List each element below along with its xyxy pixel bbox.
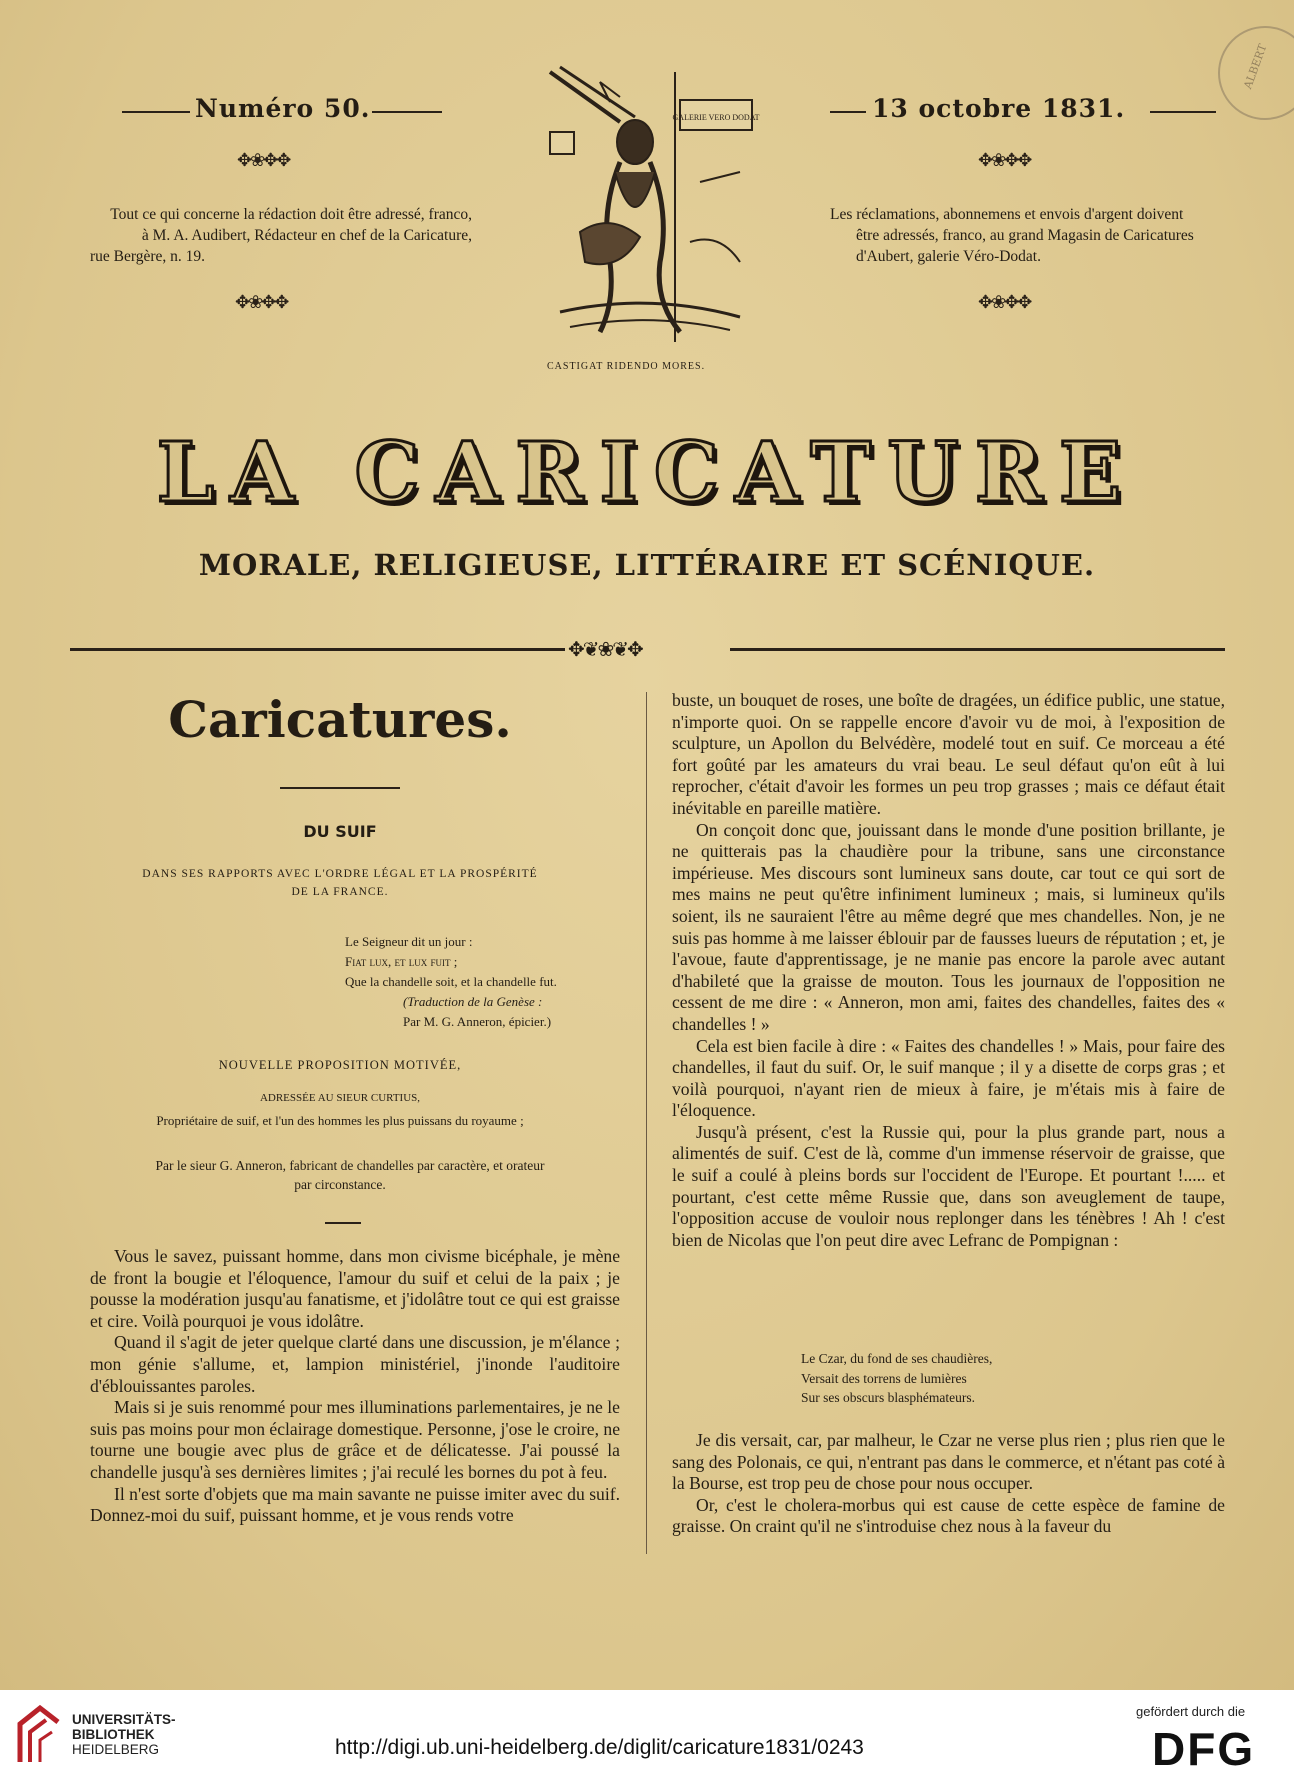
epigraph-line: Par M. G. Anneron, épicier.): [403, 1014, 552, 1029]
dfg-logo: DFG: [1152, 1723, 1256, 1775]
section-title: Caricatures.: [168, 690, 512, 749]
paragraph: Jusqu'à présent, c'est la Russie qui, pour la plus grande part, nous a alimentés de suif. C'est de là, comme d'un immense réservoir de graisse, que le suif a coulé à pleins bords sur l'occident de l'Europe. Et pourtant !..... et pourtant, c'est cette même Russie que, dans son aveuglement de taupe, l'opposition accuse de vouloir nous replonger dans les ténèbres ! Ah ! c'est bien de Nicolas que l'on peut dire avec Lefranc de Pompignan :: [672, 1121, 1225, 1250]
rule-left-b: [372, 111, 442, 113]
author-line-1: Par le sieur G. Anneron, fabricant de chandelles par caractère, et orateur: [155, 1158, 545, 1173]
library-name: [72, 1712, 176, 1757]
article-heading: DU SUIF: [303, 822, 377, 841]
right-column-text-2: [672, 1430, 1225, 1538]
motto: CASTIGAT RIDENDO MORES.: [547, 361, 706, 372]
library-name-line: UNIVERSITÄTS-: [72, 1712, 176, 1727]
ornament-right-bottom-icon: ✥❀✥✥: [978, 292, 1031, 313]
verse-line: Versait des torrens de lumières: [801, 1370, 967, 1386]
library-stamp-text: ALBERT: [1241, 42, 1270, 91]
column-divider: [646, 692, 647, 1554]
verse-line: Sur ses obscurs blasphémateurs.: [801, 1390, 975, 1405]
paragraph: Mais si je suis renommé pour mes illuminations parlementaires, je ne le suis pas moins pour mon éclairage domestique. Personne, j'ose le croire, ne tourne une bougie avec plus de grâce et de délicatesse. J'ai poussé la chandelle jusqu'à ses dernières limites ; j'ai reculé les bornes du pot à feu.: [90, 1397, 620, 1482]
verse-line: Le Czar, du fond de ses chaudières,: [801, 1351, 993, 1366]
paragraph: Il n'est sorte d'objets que ma main savante ne puisse imiter avec du suif. Donnez-moi du suif, puissant homme, et je vous rends votre: [90, 1483, 620, 1526]
paragraph: Or, c'est le cholera-morbus qui est cause de cette espèce de famine de graisse. On craint qu'il ne s'introduise chez nous à la faveur du: [672, 1494, 1225, 1537]
masthead-subtitle: MORALE, RELIGIEUSE, LITTÉRAIRE ET SCÉNIQUE.: [198, 548, 1096, 582]
rule-right-b: [1150, 111, 1216, 113]
ornament-left-bottom-icon: ✥❀✥✥: [235, 292, 288, 313]
proposition-heading: NOUVELLE PROPOSITION MOTIVÉE,: [218, 1058, 462, 1072]
article-subheading-1: DANS SES RAPPORTS AVEC L'ORDRE LÉGAL ET LA PROSPÉRITÉ: [142, 868, 538, 880]
footer: [0, 1690, 1294, 1781]
paragraph: Cela est bien facile à dire : « Faites des chandelles ! » Mais, pour faire des chandelles, il faut du suif. Or, le suif manque ; il y a disette de corps gras ; et voilà pourquoi, n'ayant rien de mieux à faire, je m'étais mis à faire de l'éloquence.: [672, 1035, 1225, 1121]
vignette-sign: GALERIE VERO DODAT: [672, 113, 760, 122]
separator-rule-left: [70, 648, 565, 651]
ornament-right-top-icon: ✥❀✥✥: [978, 150, 1031, 171]
paragraph: Je dis versait, car, par malheur, le Czar ne verse plus rien ; plus rien que le sang des Polonais, ce qui, n'entrant pas dans le commerce, et n'étant pas coté à la Bourse, est trop peu de chose pour nous occuper.: [672, 1430, 1225, 1494]
ornament-left-top-icon: ✥❀✥✥: [237, 150, 290, 171]
issue-date: 13 octobre 1831.: [872, 94, 1126, 123]
paragraph: On conçoit donc que, jouissant dans le monde d'une position brillante, je ne quitterais pas la chaudière pour la tribune, sans une circonstance impérieuse. Mes discours sont lumineux sans doute, car tout ce qui sort de mes mains ne peut qu'être infiniment lumineux ; mais, si lumineux qu'ils soient, ils ne sauraient l'être au même degré que mes chandelles. Non, je ne suis pas homme à me laisser éblouir par de fausses lueurs de réputation ; et, je l'avoue, faute d'apprentissage, je ne manie pas encore la parole avec autant d'habileté que la graisse de mouton. Tous les journaux de l'opposition ne cessent de me dire : « Anneron, mon ami, faites des chandelles, faites des « chandelles ! »: [672, 819, 1225, 1034]
jester-vignette-illustration: [540, 62, 760, 352]
library-stamp: [1218, 26, 1294, 120]
rule-right-a: [830, 111, 866, 113]
separator-ornament-icon: ✥❦❀❦✥: [568, 637, 642, 661]
epigraph-line: Que la chandelle soit, et la chandelle fut.: [345, 974, 557, 989]
masthead-title: LA CARICATURE: [156, 425, 1138, 521]
right-notice-line: être adressés, franco, au grand Magasin de Caricatures: [856, 227, 1194, 244]
separator-rule-right: [730, 648, 1225, 651]
right-notice-line: d'Aubert, galerie Véro-Dodat.: [856, 248, 1041, 265]
left-notice-line: Tout ce qui concerne la rédaction doit être adressé, franco,: [110, 206, 472, 223]
epigraph-line: Le Seigneur dit un jour :: [345, 934, 473, 949]
article-subheading-2: DE LA FRANCE.: [291, 886, 389, 898]
epigraph-line: Fiat lux, et lux fuit ;: [345, 954, 458, 969]
funding-text: gefördert durch die: [1136, 1704, 1246, 1719]
paragraph: Vous le savez, puissant homme, dans mon civisme bicéphale, je mène de front la bougie et l'éloquence, l'amour du suif et celui de la paix ; je pousse la modération jusqu'au fanatisme, et j'idolâtre tout ce qui est graisse et cire. Voilà pourquoi je vous idolâtre.: [90, 1246, 620, 1331]
left-notice: [60, 204, 472, 267]
left-column-text: [90, 1246, 620, 1527]
permalink-url[interactable]: http://digi.ub.uni-heidelberg.de/diglit/caricature1831/0243: [335, 1736, 864, 1759]
right-notice-line: Les réclamations, abonnemens et envois d'argent doivent: [830, 206, 1184, 223]
right-notice: [830, 204, 1225, 267]
library-name-line: BIBLIOTHEK: [72, 1727, 155, 1742]
verse-quote: [801, 1349, 1161, 1408]
issue-number: Numéro 50.: [195, 94, 371, 123]
short-rule: [325, 1222, 361, 1224]
paragraph: buste, un bouquet de roses, une boîte de dragées, un édifice public, une statue, n'importe quoi. On se rappelle encore d'avoir vu de moi, à l'exposition de sculpture, un Apollon du Belvédère, modelé tout en suif. Ce morceau a été fort goûté par les amateurs du vrai beau. Le seul défaut qu'on eût à lui reprocher, c'était d'avoir les formes un peu trop grasses ; mais ce défaut était inévitable en pareille matière.: [672, 690, 1225, 818]
right-column-text-1: [672, 690, 1225, 1251]
epigraph-line: (Traduction de la Genèse :: [403, 994, 543, 1009]
title-rule: [280, 787, 400, 789]
left-notice-line: rue Bergère, n. 19.: [90, 248, 206, 265]
library-name-line: HEIDELBERG: [72, 1742, 160, 1757]
university-logo-icon: [16, 1704, 62, 1766]
rule-left-a: [122, 111, 190, 113]
left-notice-line: à M. A. Audibert, Rédacteur en chef de la Caricature,: [141, 227, 472, 244]
paragraph: Quand il s'agit de jeter quelque clarté dans une discussion, je m'élance ; mon génie s'allume, et, lampion ministériel, j'inonde l'auditoire d'éblouissantes paroles.: [90, 1332, 620, 1396]
owner-line: Propriétaire de suif, et l'un des hommes les plus puissans du royaume ;: [156, 1113, 524, 1128]
epigraph: [345, 932, 625, 1032]
addressed-line: ADRESSÉE AU SIEUR CURTIUS,: [259, 1092, 421, 1104]
author-line-2: par circonstance.: [294, 1177, 386, 1192]
